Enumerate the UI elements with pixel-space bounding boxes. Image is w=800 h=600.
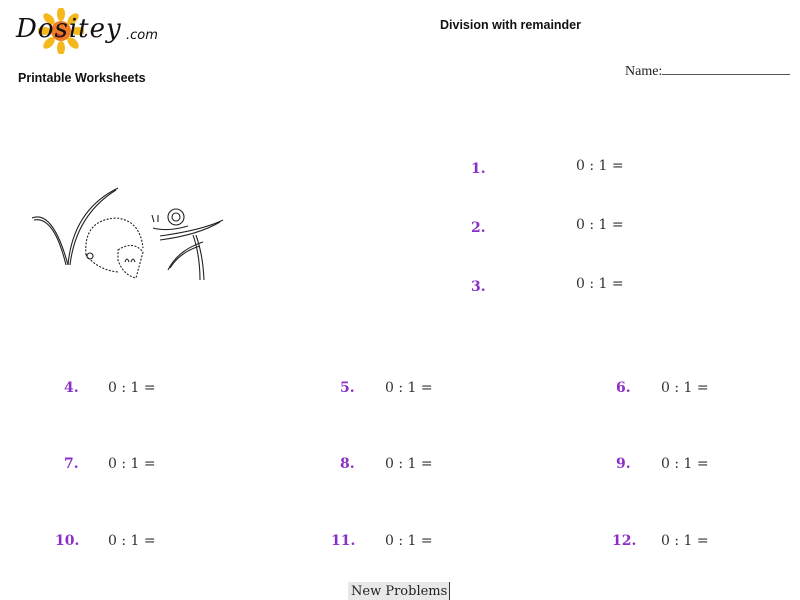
problem-number: 9.	[616, 456, 631, 472]
name-label: Name:	[625, 64, 663, 79]
problem-expression: 0 : 1 =	[108, 456, 156, 472]
problem-expression: 0 : 1 =	[385, 456, 433, 472]
problem-number: 8.	[340, 456, 355, 472]
problem-expression: 0 : 1 =	[661, 380, 709, 396]
problem-expression: 0 : 1 =	[576, 217, 624, 233]
problem-3	[471, 276, 486, 295]
problem-expression: 0 : 1 =	[108, 533, 156, 549]
problem-expression: 0 : 1 =	[108, 380, 156, 396]
logo-suffix: .com	[126, 28, 158, 43]
site-subtitle: Printable Worksheets	[18, 71, 146, 85]
problem-number: 5.	[340, 380, 355, 396]
problem-number: 10.	[55, 533, 80, 549]
problem-number: 12.	[612, 533, 637, 549]
problem-number: 3.	[471, 279, 486, 295]
new-problems-button[interactable]: New Problems	[348, 582, 450, 600]
dositey-logo[interactable]	[14, 8, 164, 58]
problem-expression: 0 : 1 =	[385, 533, 433, 549]
problem-expression: 0 : 1 =	[661, 456, 709, 472]
problem-expression: 0 : 1 =	[661, 533, 709, 549]
problem-number: 11.	[331, 533, 356, 549]
problem-1	[471, 158, 486, 177]
hedgehog-snail-illustration-icon	[28, 180, 228, 285]
problem-number: 7.	[64, 456, 79, 472]
problem-number: 6.	[616, 380, 631, 396]
problem-number: 4.	[64, 380, 79, 396]
problem-number: 1.	[471, 161, 486, 177]
name-field	[625, 61, 790, 80]
name-underline	[662, 61, 790, 75]
problem-2	[471, 217, 486, 236]
problem-expression: 0 : 1 =	[385, 380, 433, 396]
problem-number: 2.	[471, 220, 486, 236]
worksheet-title: Division with remainder	[440, 18, 582, 32]
problem-expression: 0 : 1 =	[576, 276, 624, 292]
problem-expression: 0 : 1 =	[576, 158, 624, 174]
logo-text: Dositey	[16, 14, 122, 44]
